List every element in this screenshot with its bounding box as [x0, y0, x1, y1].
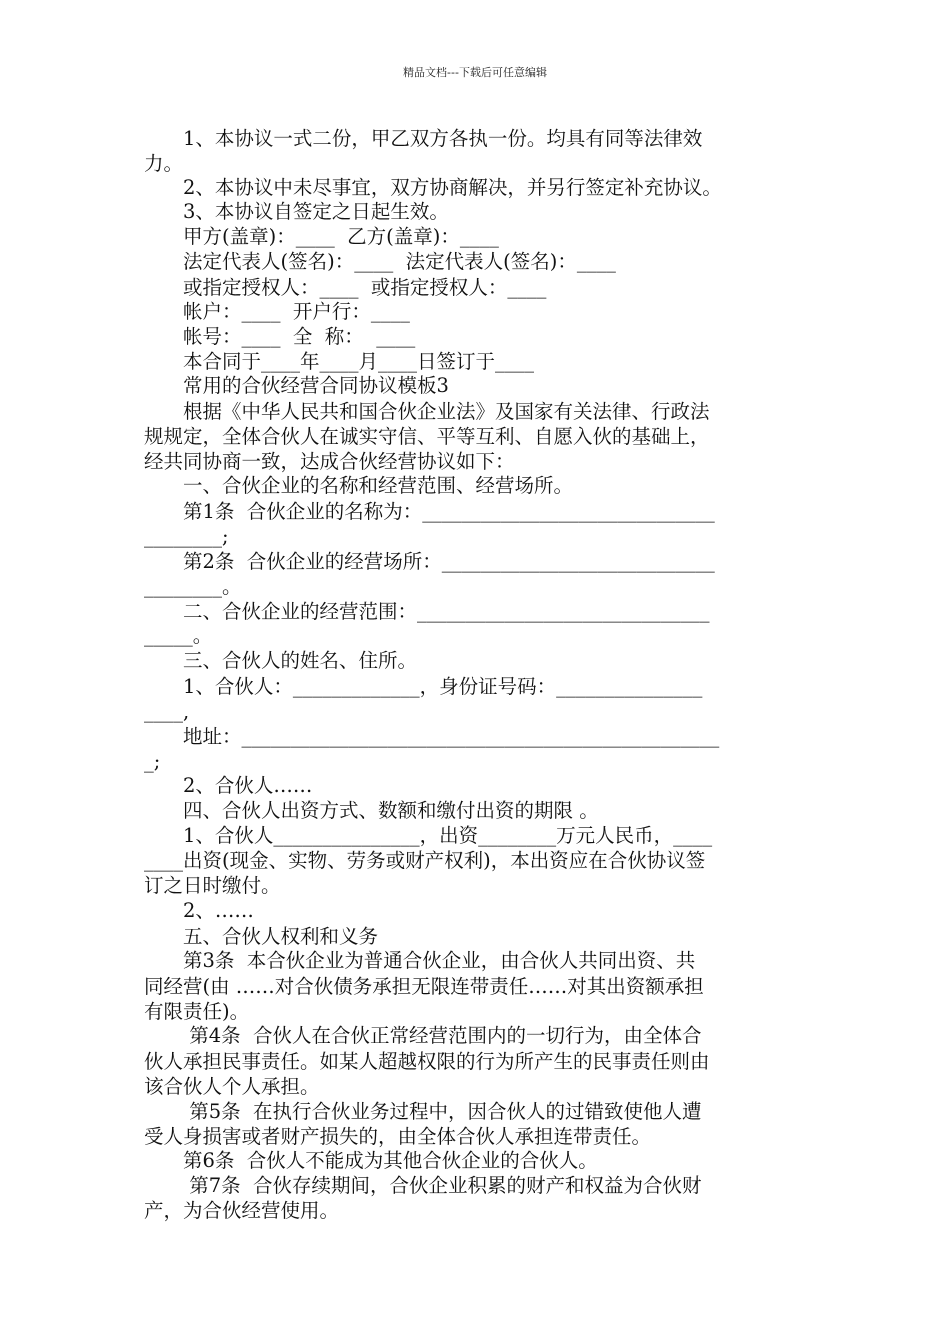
- text-line: 第6条 合伙人不能成为其他合伙企业的合伙人。: [144, 1149, 598, 1172]
- text-line: ____出资(现金、实物、劳务或财产权利)，本出资应在合伙协议签: [144, 849, 706, 872]
- text-line: 本合同于____年____月____日签订于____: [144, 350, 535, 373]
- text-line: 2、本协议中未尽事宜，双方协商解决，并另行签定补充协议。: [144, 176, 722, 199]
- text-line: 3、本协议自签定之日起生效。: [144, 200, 449, 223]
- text-line: 地址：_________________________________________________: [144, 725, 720, 748]
- text-line: 五、合伙人权利和义务: [144, 925, 379, 948]
- text-line: 帐户：____ 开户行：____: [144, 300, 410, 323]
- text-line: 第3条 本合伙企业为普通合伙企业，由合伙人共同出资、共: [144, 949, 696, 972]
- text-line: 2、……: [144, 899, 254, 922]
- text-line: 常用的合伙经营合同协议模板3: [144, 374, 449, 397]
- text-line: _;: [144, 750, 161, 773]
- text-line: 四、合伙人出资方式、数额和缴付出资的期限 。: [144, 799, 599, 822]
- text-line: 根据《中华人民共和国合伙企业法》及国家有关法律、行政法: [144, 400, 710, 423]
- text-line: ____,: [144, 700, 190, 723]
- text-line: ________。: [144, 575, 242, 598]
- text-line: 有限责任)。: [144, 1000, 250, 1023]
- page-header: 精品文档---下载后可任意编辑: [403, 66, 547, 79]
- text-line: 二、合伙企业的经营范围：______________________________: [144, 600, 710, 623]
- text-line: 受人身损害或者财产损失的，由全体合伙人承担连带责任。: [144, 1125, 652, 1148]
- text-line: 经共同协商一致，达成合伙经营协议如下：: [144, 450, 515, 473]
- text-line: 第5条 在执行合伙业务过程中，因合伙人的过错致使他人遭: [144, 1100, 702, 1123]
- text-line: 同经营(由 ……对合伙债务承担无限连带责任……对其出资额承担: [144, 975, 704, 998]
- text-line: 1、合伙人：_____________，身份证号码：_______________: [144, 675, 703, 698]
- text-line: 第4条 合伙人在合伙正常经营范围内的一切行为，由全体合: [144, 1024, 702, 1047]
- text-line: ________;: [144, 525, 229, 548]
- text-line: 三、合伙人的姓名、住所。: [144, 649, 418, 672]
- text-line: 1、合伙人_______________，出资________万元人民币，____: [144, 824, 713, 847]
- text-line: 1、本协议一式二份，甲乙双方各执一份。均具有同等法律效: [144, 127, 703, 150]
- text-line: 一、合伙企业的名称和经营范围、经营场所。: [144, 474, 574, 497]
- text-line: 伙人承担民事责任。如某人超越权限的行为所产生的民事责任则由: [144, 1050, 710, 1073]
- text-line: 该合伙人个人承担。: [144, 1075, 320, 1098]
- text-line: 法定代表人(签名)：____ 法定代表人(签名)：____: [144, 250, 616, 273]
- text-line: 或指定授权人：____ 或指定授权人：____: [144, 276, 547, 299]
- text-line: 力。: [144, 152, 184, 175]
- text-line: 订之日时缴付。: [144, 874, 281, 897]
- text-line: 甲方(盖章)：____ 乙方(盖章)：____: [144, 225, 499, 248]
- text-line: _____。: [144, 624, 213, 647]
- text-line: 产，为合伙经营使用。: [144, 1199, 340, 1222]
- text-line: 规规定，全体合伙人在诚实守信、平等互利、自愿入伙的基础上，: [144, 425, 710, 448]
- text-line: 第7条 合伙存续期间，合伙企业积累的财产和权益为合伙财: [144, 1174, 702, 1197]
- text-line: 第2条 合伙企业的经营场所：____________________________: [144, 550, 715, 573]
- text-line: 帐号：____ 全 称： ____: [144, 325, 416, 348]
- text-line: 2、合伙人……: [144, 774, 313, 797]
- text-line: 第1条 合伙企业的名称为：______________________________: [144, 500, 715, 523]
